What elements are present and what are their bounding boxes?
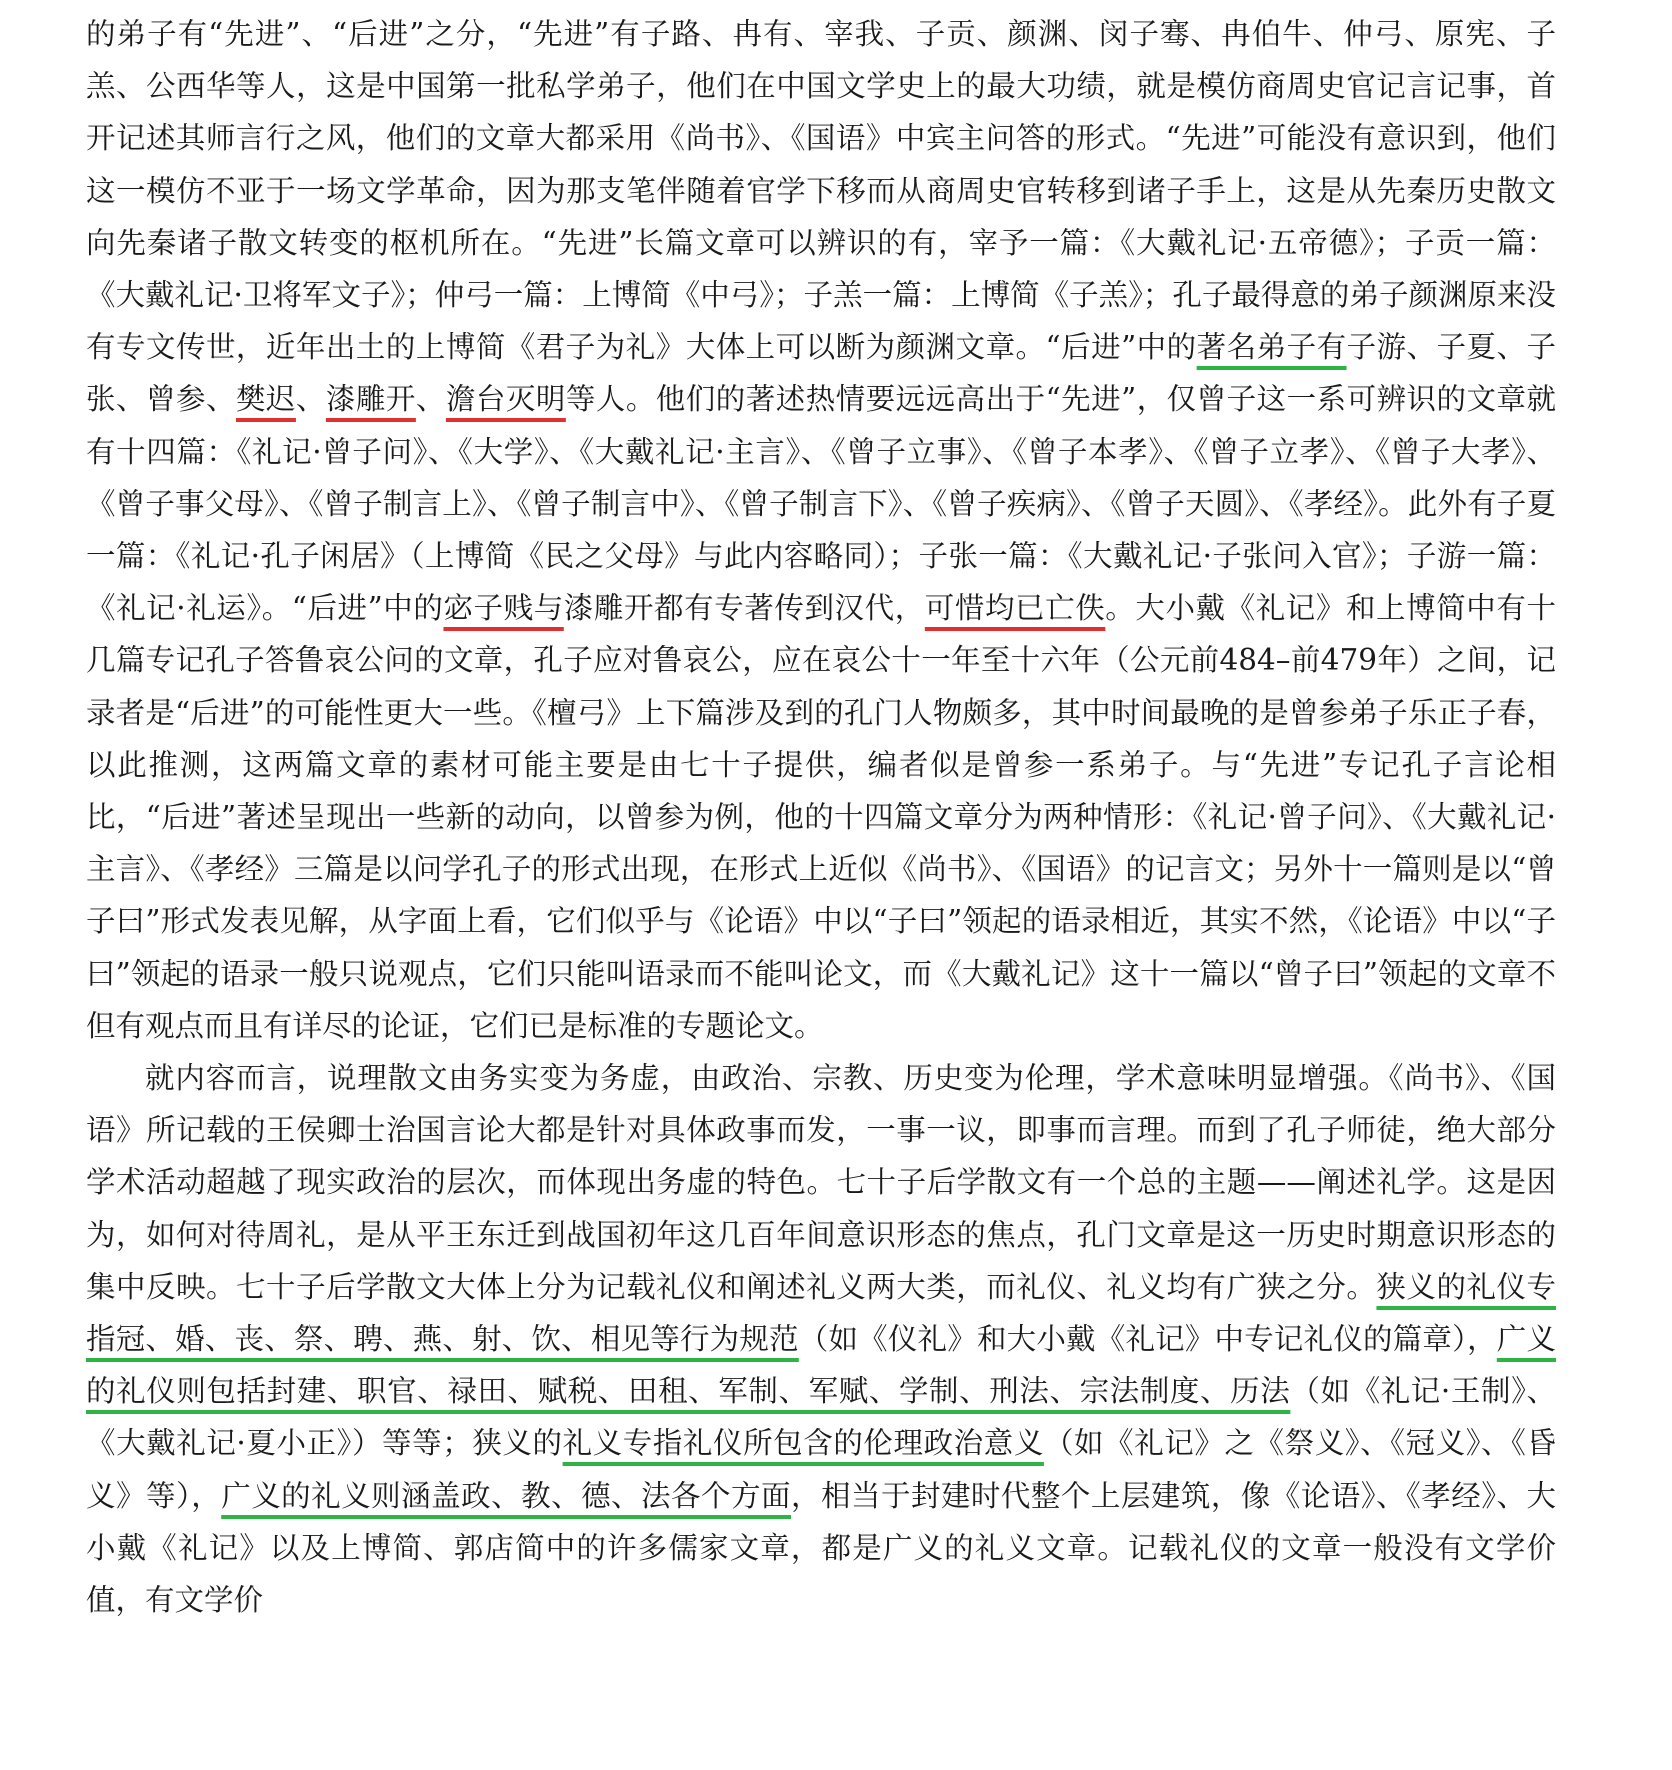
text-run: 、 [415, 382, 446, 417]
underlined-phrase-green: 狭义的礼仪专指冠、婚、丧、祭、聘、燕、射、饮、相见等行为规范 [86, 1269, 1556, 1357]
text-run: （如《仪礼》和大小戴《礼记》中专记礼仪的篇章）， [798, 1322, 1497, 1357]
text-run: 漆雕开都有专著传到汉代， [563, 591, 925, 626]
text-run: 、 [295, 382, 326, 417]
text-run: （如《礼记》之《祭义》、《冠义》、《昏义》等）， [86, 1426, 1556, 1513]
underlined-phrase-green: 广义的礼义则涵盖政、教、德、法各个方面 [221, 1478, 791, 1513]
text-run: 就内容而言，说理散文由务实变为务虚，由政治、宗教、历史变为伦理，学术意味明显增强。《尚书》、《国语》所记载的王侯卿士治国言论大都是针对具体政事而发，一事一议，即事而言理。而到了孔子师徒，绝大部分学术活动超越了现实政治的层次，而体现出务虚的特色。七十子后学散文有一个总的主题——阐述礼学。这是因为，如何对待周礼，是从平王东迁到战国初年这几百年间意识形态的焦点，孔门文章是这一历史时期意识形态的集中反映。七十子后学散文大体上分为记载礼仪和阐述礼义两大类，而礼仪、礼义均有广狭之分。 [86, 1061, 1556, 1304]
underlined-phrase-green: 广义的礼仪则包括封建、职官、禄田、赋税、田租、军制、军赋、学制、刑法、宗法制度、历法 [86, 1322, 1556, 1409]
paragraph-2 [86, 1052, 1556, 1626]
paragraph-1 [86, 8, 1556, 1052]
underlined-phrase-red: 宓子贱与 [443, 591, 564, 626]
text-run: 的弟子有“先进”、“后进”之分，“先进”有子路、冉有、宰我、子贡、颜渊、闵子骞、冉伯牛、仲弓、原宪、子羔、公西华等人，这是中国第一批私学弟子，他们在中国文学史上的最大功绩，就是模仿商周史官记言记事，首开记述其师言行之风，他们的文章大都采用《尚书》、《国语》中宾主问答的形式。“先进”可能没有意识到，他们这一模仿不亚于一场文学革命，因为那支笔伴随着官学下移而从商周史官转移到诸子手上，这是从先秦历史散文向先秦诸子散文转变的枢机所在。“先进”长篇文章可以辨识的有，宰予一篇：《大戴礼记·五帝德》；子贡一篇：《大戴礼记·卫将军文子》；仲弓一篇：上博简《中弓》；子羔一篇：上博简《子羔》；孔子最得意的弟子颜渊原来没有专文传世，近年出土的上博简《君子为礼》大体上可以断为颜渊文章。“后进”中的 [86, 17, 1556, 365]
underlined-phrase-green: 著名弟子有 [1196, 330, 1347, 365]
text-run: （如《礼记·王制》、《大戴礼记·夏小正》）等等；狭义的 [86, 1374, 1556, 1461]
document-page [86, 8, 1556, 1626]
underlined-phrase-red: 漆雕开 [325, 382, 416, 417]
text-run: 子游、子夏、子张、曾参、 [86, 330, 1556, 417]
text-run: 。大小戴《礼记》和上博简中有十几篇专记孔子答鲁哀公问的文章，孔子应对鲁哀公，应在哀公十一年至十六年（公元前484–前479年）之间，记录者是“后进”的可能性更大一些。《檀弓》上下篇涉及到的孔门人物颇多，其中时间最晚的是曾参弟子乐正子春，以此推测，这两篇文章的素材可能主要是由七十子提供，编者似是曾参一系弟子。与“先进”专记孔子言论相比，“后进”著述呈现出一些新的动向，以曾参为例，他的十四篇文章分为两种情形：《礼记·曾子问》、《大戴礼记·主言》、《孝经》三篇是以问学孔子的形式出现，在形式上近似《尚书》、《国语》的记言文；另外十一篇则是以“曾子曰”形式发表见解，从字面上看，它们似乎与《论语》中以“子曰”领起的语录相近，其实不然，《论语》中以“子曰”领起的语录一般只说观点，它们只能叫语录而不能叫论文，而《大戴礼记》这十一篇以“曾子曰”领起的文章不但有观点而且有详尽的论证，它们已是标准的专题论文。 [86, 591, 1556, 1043]
underlined-phrase-red: 可惜均已亡佚 [924, 591, 1106, 626]
underlined-phrase-red: 樊迟 [235, 382, 296, 417]
underlined-phrase-green: 礼义专指礼仪所包含的伦理政治意义 [562, 1426, 1044, 1461]
text-run: 等人。他们的著述热情要远远高出于“先进”，仅曾子这一系可辨识的文章就有十四篇：《礼记·曾子问》、《大学》、《大戴礼记·主言》、《曾子立事》、《曾子本孝》、《曾子立孝》、《曾子大孝》、《曾子事父母》、《曾子制言上》、《曾子制言中》、《曾子制言下》、《曾子疾病》、《曾子天圆》、《孝经》。此外有子夏一篇：《礼记·孔子闲居》（上博简《民之父母》与此内容略同）；子张一篇：《大戴礼记·子张问入官》；子游一篇：《礼记·礼运》。“后进”中的 [86, 382, 1556, 626]
underlined-phrase-red: 澹台灭明 [445, 382, 566, 417]
text-run: ，相当于封建时代整个上层建筑，像《论语》、《孝经》、大小戴《礼记》以及上博简、郭店简中的许多儒家文章，都是广义的礼义文章。记载礼仪的文章一般没有文学价值，有文学价 [86, 1478, 1556, 1618]
